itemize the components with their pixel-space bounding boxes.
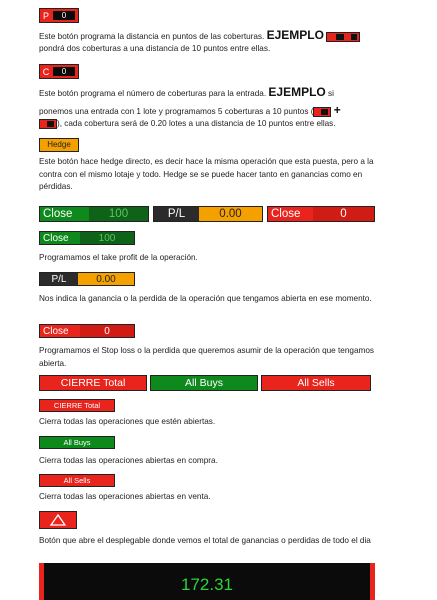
all-sells-small-button[interactable]: All Sells	[39, 474, 115, 487]
sl-description: Programamos el Stop loss o la perdida que queremos asumir de la operación que tengamos abierta.	[39, 346, 374, 368]
p-description: Este botón programa la distancia en puntos de las coberturas. EJEMPLO	[39, 29, 379, 44]
sells-description: Cierra todas las operaciones abiertas en venta.	[39, 492, 211, 501]
all-buys-small-button[interactable]: All Buys	[39, 436, 115, 449]
stop-loss-button[interactable]	[39, 324, 135, 338]
cierre-total-small-button[interactable]: CIERRE Total	[39, 399, 115, 412]
tp-label: Close	[40, 232, 80, 244]
distance-p-button[interactable]	[39, 8, 79, 23]
sl-value: 0	[313, 207, 374, 221]
pl-description: Nos indica la ganancia o la perdida de la operación que tengamos abierta en ese momento.	[39, 294, 372, 303]
c-description-3: ), cada cobertura será de 0.20 lotes a una distancia de 10 puntos entre ellas.	[39, 118, 384, 131]
cierre-description: Cierra todas las operaciones que estén abiertas.	[39, 417, 216, 426]
sl-close-label: Close	[271, 208, 301, 220]
coverage-count-c-button[interactable]	[39, 64, 79, 79]
pl-indicator	[153, 206, 263, 222]
pl-button	[39, 272, 135, 286]
ejemplo-heading-2: EJEMPLO	[268, 85, 326, 99]
ejemplo-heading: EJEMPLO	[266, 28, 324, 42]
close-all-bar	[39, 375, 375, 391]
triangle-description: Botón que abre el desplegable donde vemos el total de ganancias o perdidas de todo el dia	[39, 536, 371, 545]
daily-total-panel	[39, 563, 375, 600]
take-profit-button[interactable]	[39, 231, 135, 245]
c-value-field: 0	[53, 67, 75, 76]
all-buys-button[interactable]: All Buys	[150, 375, 258, 391]
c-description-2: ponemos una entrada con 1 lote y programamos 5 coberturas a 10 puntos ( +	[39, 103, 341, 117]
p-letter: P	[42, 10, 49, 21]
pl-small-label: P/L	[40, 273, 78, 285]
tp-description: Programamos el take profit de la operación.	[39, 253, 198, 262]
c-mini-icon	[39, 119, 57, 129]
daily-total-value: 172.31	[181, 575, 233, 594]
p-c-mini-icon	[326, 32, 360, 42]
warning-triangle-icon	[39, 511, 77, 529]
sl-label: Close	[40, 325, 80, 337]
pl-label: P/L	[167, 208, 186, 220]
p-mini-icon	[313, 107, 331, 117]
p-description-2: pondrá dos coberturas a una distancia de 10 puntos entre ellas.	[39, 44, 271, 53]
tp-close-label: Close	[43, 208, 73, 220]
p-value-field: 0	[53, 11, 75, 20]
trade-toolbar	[39, 206, 375, 222]
pl-small-value: 0.00	[78, 273, 134, 285]
stop-loss-close-button[interactable]	[267, 206, 375, 222]
pl-value: 0.00	[199, 207, 262, 221]
sl-field: 0	[80, 325, 134, 337]
c-letter: C	[42, 66, 50, 77]
cierre-total-button[interactable]: CIERRE Total	[39, 375, 147, 391]
take-profit-close-button[interactable]	[39, 206, 149, 222]
buys-description: Cierra todas las operaciones abiertas en compra.	[39, 456, 218, 465]
daily-total-toggle-button[interactable]	[39, 511, 77, 529]
c-description: Este botón programa el número de coberturas para la entrada. EJEMPLO si	[39, 85, 334, 99]
all-sells-button[interactable]: All Sells	[261, 375, 371, 391]
hedge-description: Este botón hace hedge directo, es decir hace la misma operación que esta puesta, pero a la contra con el mismo lotaje y todo. Hedge se se puede hacer tanto en ganancias como en pérdidas.	[39, 157, 374, 191]
tp-value: 100	[89, 207, 148, 221]
tp-field: 100	[80, 232, 134, 244]
hedge-button[interactable]: Hedge	[39, 138, 79, 152]
